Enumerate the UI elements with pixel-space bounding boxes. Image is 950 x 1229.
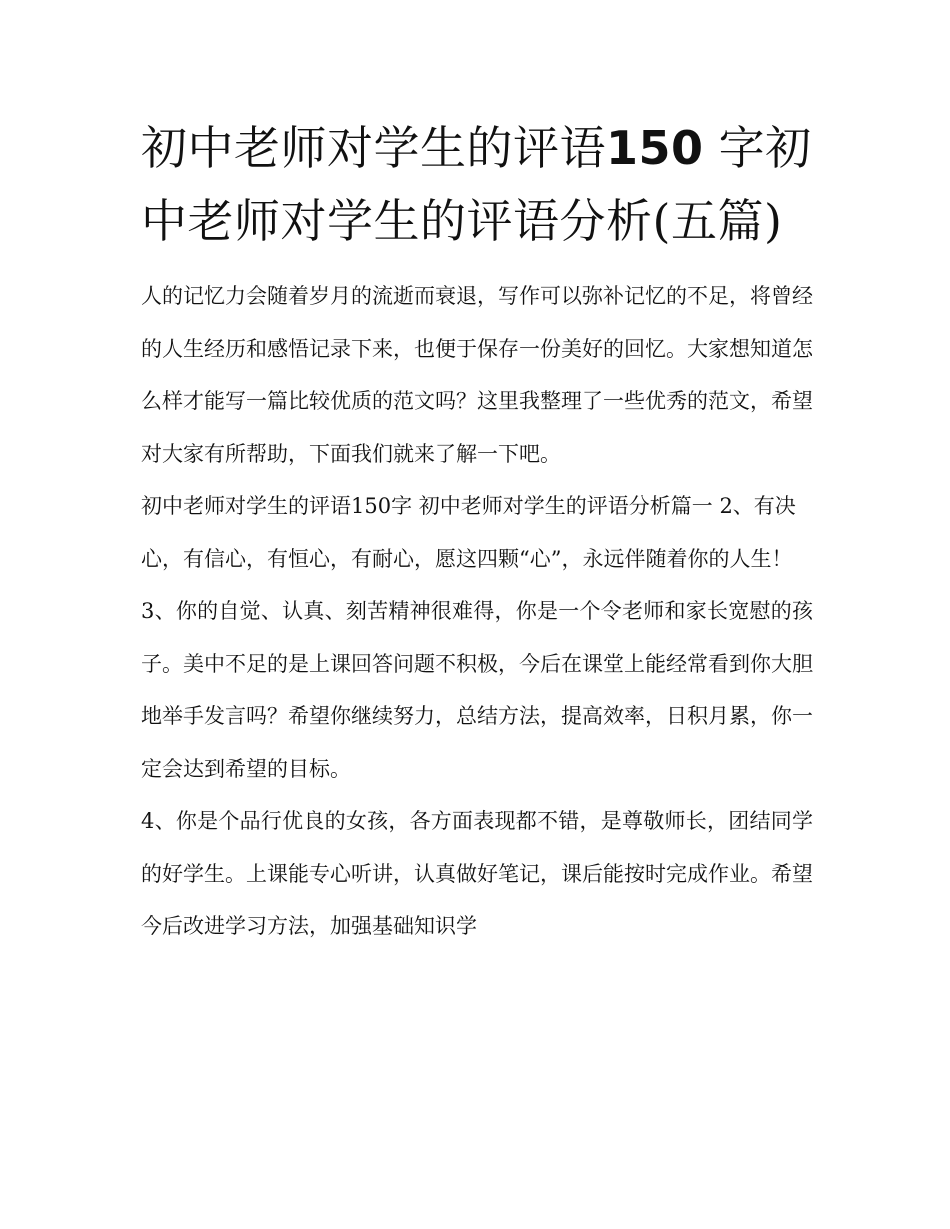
title-number: 150 — [606, 121, 704, 175]
item-2: 2、有决心，有信心，有恒心，有耐心，愿这四颗“心”，永远伴随着你的人生！ — [141, 494, 796, 571]
title-text-1: 初中老师对学生的评语 — [141, 121, 606, 175]
section-paragraph — [141, 480, 813, 585]
item-3-paragraph: 3、你的自觉、认真、刻苦精神很难得，你是一个令老师和家长宽慰的孩子。美中不足的是上课回答问题不积极，今后在课堂上能经常看到你大胆地举手发言吗？希望你继续努力，总结方法，提高效率，日积月累，你一定会达到希望的目标。 — [141, 599, 813, 781]
intro-paragraph: 人的记忆力会随着岁月的流逝而衰退，写作可以弥补记忆的不足，将曾经的人生经历和感悟记录下来，也便于保存一份美好的回忆。大家想知道怎么样才能写一篇比较优质的范文吗？这里我整理了一些优秀的范文，希望对大家有所帮助，下面我们就来了解一下吧。 — [141, 284, 813, 466]
document-page — [141, 112, 813, 953]
section-heading: 初中老师对学生的评语150字 初中老师对学生的评语分析篇一 — [141, 494, 713, 518]
document-title — [141, 112, 813, 258]
item-4-paragraph: 4、你是个品行优良的女孩，各方面表现都不错，是尊敬师长，团结同学的好学生。上课能专心听讲，认真做好笔记，课后能按时完成作业。希望今后改进学习方法，加强基础知识学 — [141, 809, 813, 938]
title-text-2: 字初中老师对学生的评语分析(五篇) — [141, 121, 812, 248]
